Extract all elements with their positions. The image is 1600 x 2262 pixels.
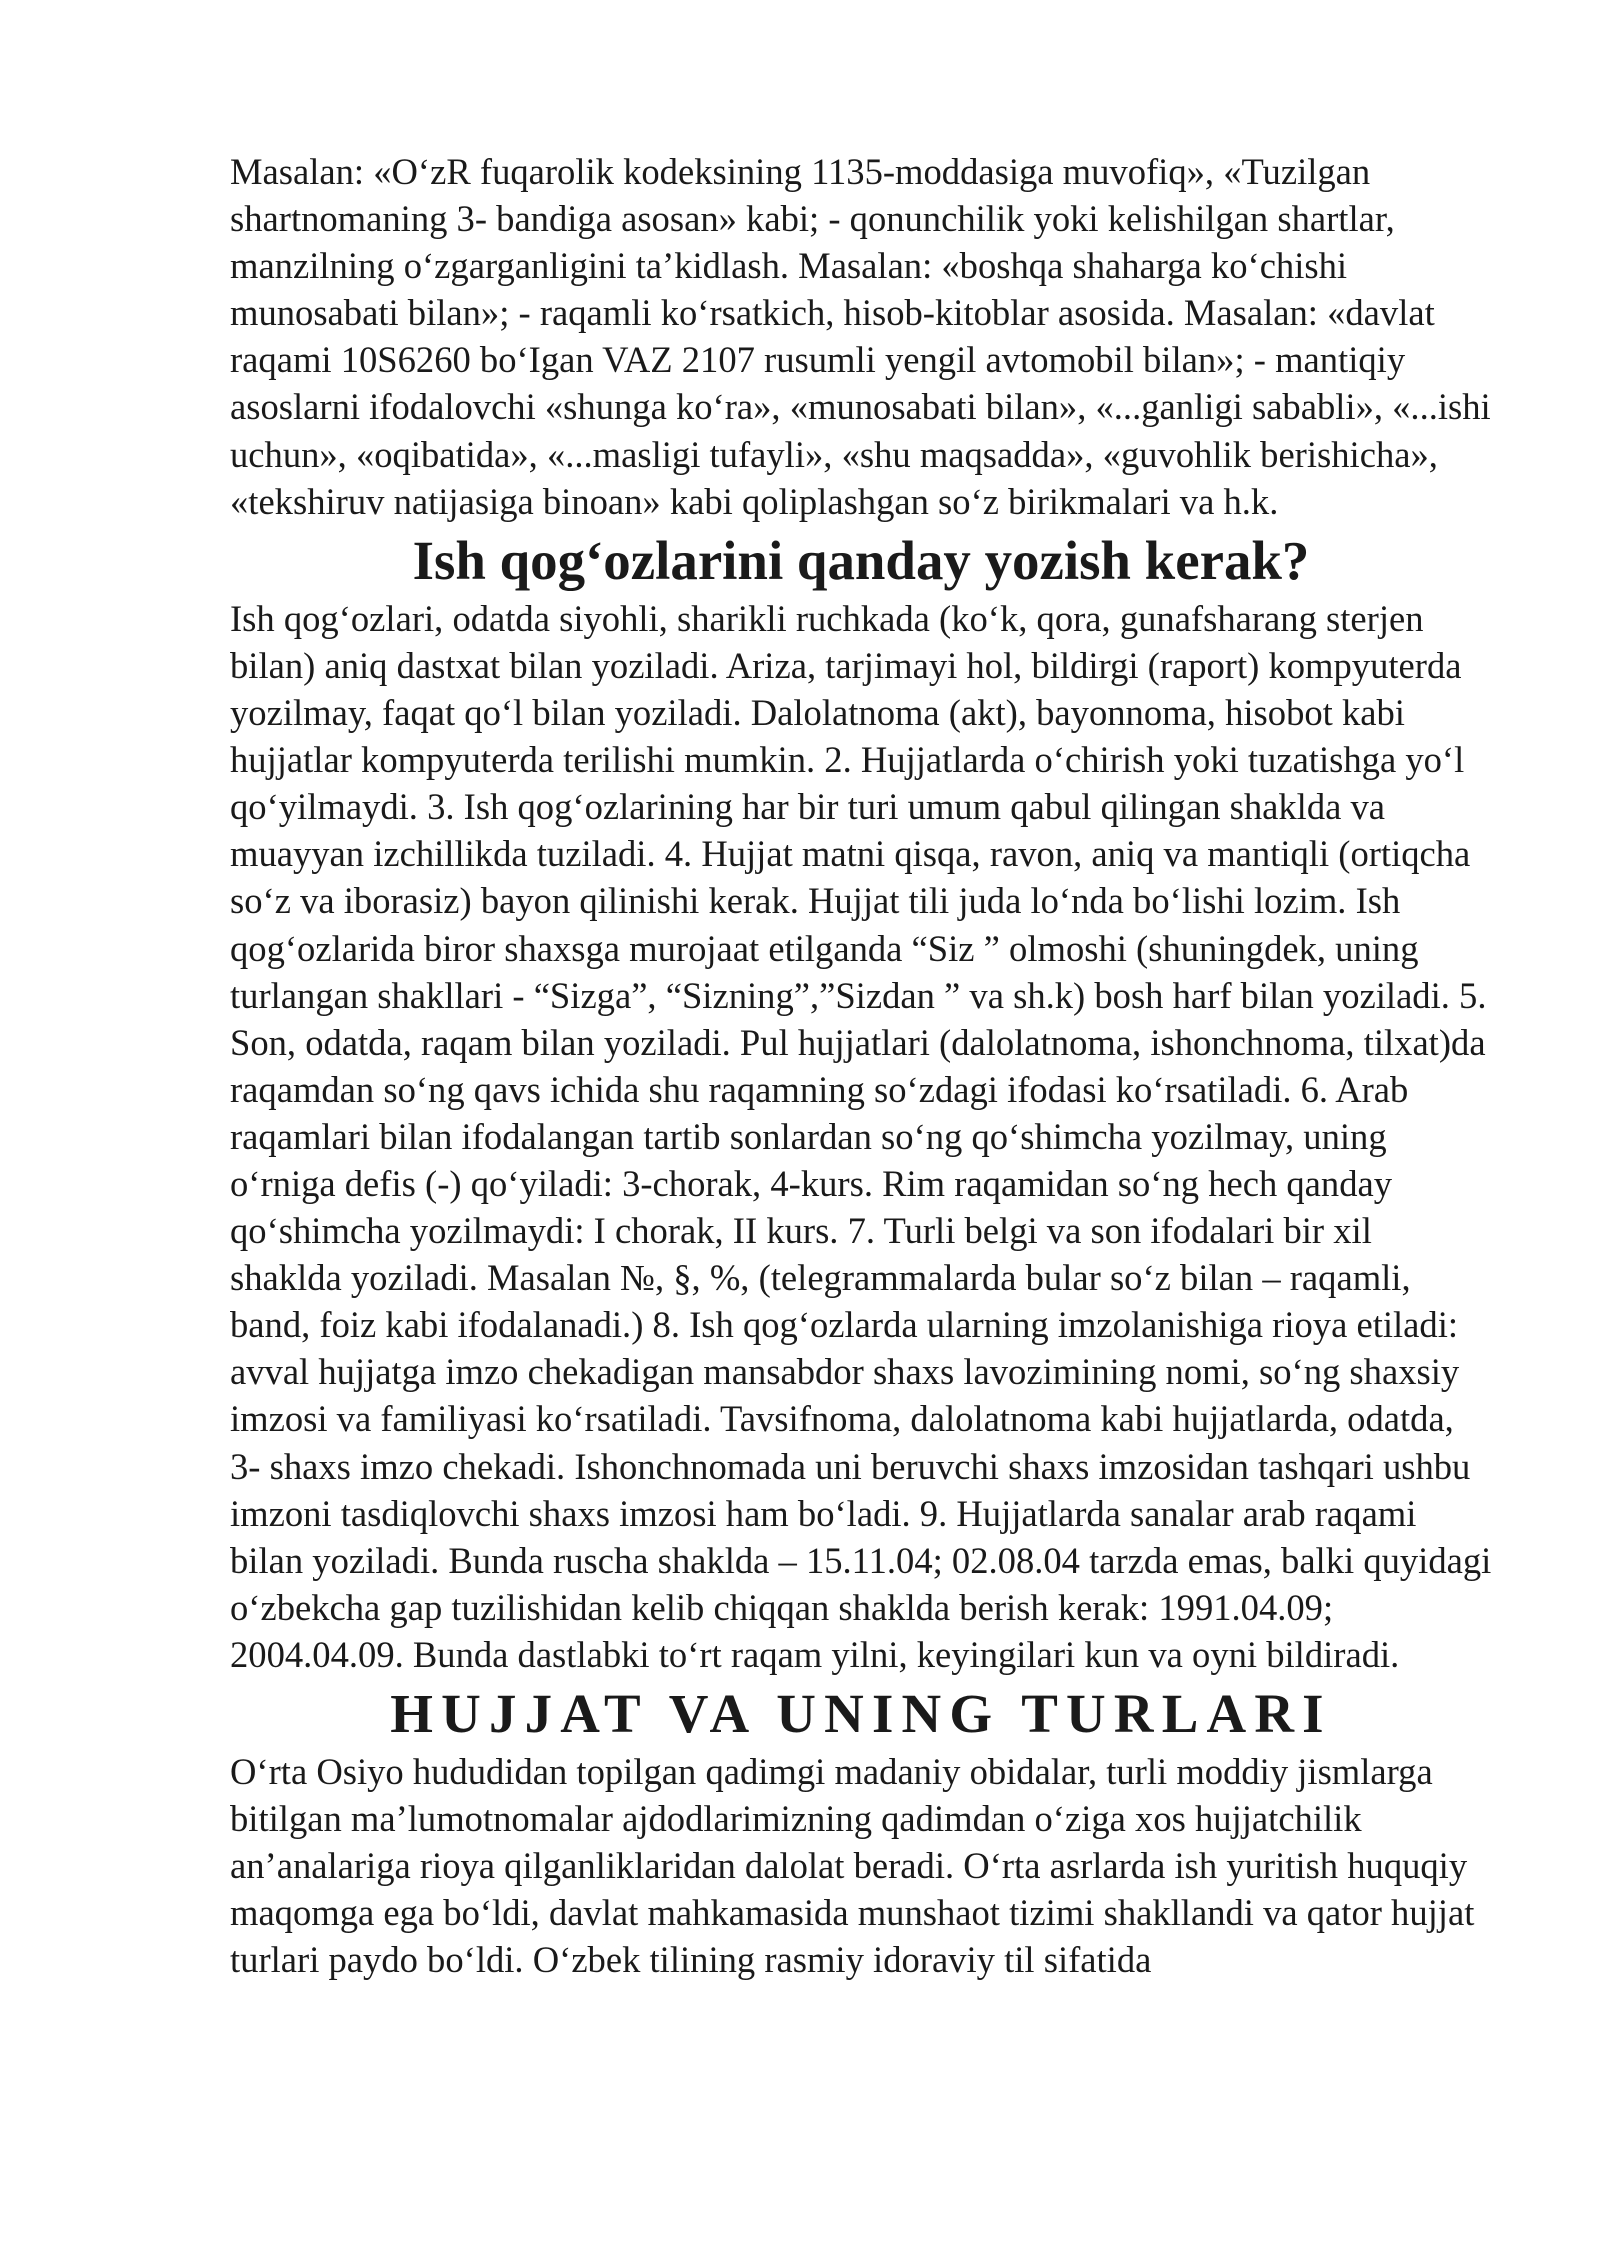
paragraph-writing-rules: Ish qog‘ozlari, odatda siyohli, sharikli ruchkada (ko‘k, qora, gunafsharang sterjen bilan) aniq dastxat bilan yoziladi. Ariza, tarjimayi hol, bildirgi (raport) kompyuterda yozilmay, faqat qo‘l bilan yoziladi. Dalolatnoma (akt), bayonnoma, hisobot kabi hujjatlar kompyuterda terilishi mumkin. 2. Hujjatlarda o‘chirish yoki tuzatishga yo‘l qo‘yilmaydi. 3. Ish qog‘ozlarining har bir turi umum qabul qilingan shaklda va muayyan izchillikda tuziladi. 4. Hujjat matni qisqa, ravon, aniq va mantiqli (ortiqcha so‘z va iborasiz) bayon qilinishi kerak. Hujjat tili juda lo‘nda bo‘lishi lozim. Ish qog‘ozlarida biror shaxsga murojaat etilganda “Siz ” olmoshi (shuningdek, uning turlangan shakllari - “Sizga”, “Sizning”,”Sizdan ” va sh.k) bosh harf bilan yoziladi. 5. Son, odatda, raqam bilan yoziladi. Pul hujjatlari (dalolatnoma, ishonchnoma, tilxat)da raqamdan so‘ng qavs ichida shu raqamning so‘zdagi ifodasi ko‘rsatiladi. 6. Arab raqamlari bilan ifodalangan tartib sonlardan so‘ng qo‘shimcha yozilmay, uning o‘rniga defis (-) qo‘yiladi: 3-chorak, 4-kurs. Rim raqamidan so‘ng hech qanday qo‘shimcha yozilmaydi: I chorak, II kurs. 7. Turli belgi va son ifodalari bir xil shaklda yoziladi. Masalan №, §, %, (telegrammalarda bular so‘z bilan – raqamli, band, foiz kabi ifodalanadi.) 8. Ish qog‘ozlarda ularning imzolanishiga rioya etiladi: avval hujjatga imzo chekadigan mansabdor shaxs lavozimining nomi, so‘ng shaxsiy imzosi va familiyasi ko‘rsatiladi. Tavsifnoma, dalolatnoma kabi hujjatlarda, odatda, 3- shaxs imzo chekadi. Ishonchnomada uni beruvchi shaxs imzosidan tashqari ushbu imzoni tasdiqlovchi shaxs imzosi ham bo‘ladi. 9. Hujjatlarda sanalar arab raqami bilan yoziladi. Bunda ruscha shaklda – 15.11.04; 02.08.04 tarzda emas, balki quyidagi o‘zbekcha gap tuzilishidan kelib chiqqan shaklda berish kerak: 1991.04.09; 2004.04.09. Bunda dastlabki to‘rt raqam yilni, keyingilari kun va oyni bildiradi. bbox=[230, 597, 1492, 1675]
paragraph-intro-examples: Masalan: «O‘zR fuqarolik kodeksining 1135-moddasiga muvofiq», «Tuzilgan shartnomaning 3- bandiga asosan» kabi; - qonunchilik yoki kelishilgan shartlar, manzilning o‘zgarganligini ta’kidlash. Masalan: «boshqa shaharga ko‘chishi munosabati bilan»; - raqamli ko‘rsatkich, hisob-kitoblar asosida. Masalan: «davlat raqami 10S6260 bo‘Igan VAZ 2107 rusumli yengil avtomobil bilan»; - mantiqiy asoslarni ifodalovchi «shunga ko‘ra», «munosabati bilan», «...ganligi sababli», «...ishi uchun», «oqibatida», «...masligi tufayli», «shu maqsadda», «guvohlik berishicha», «tekshiruv natijasiga binoan» kabi qoliplashgan so‘z birikmalari va h.k. bbox=[230, 151, 1491, 522]
heading-how-to-write: Ish qog‘ozlarini qanday yozish kerak? bbox=[412, 529, 1310, 591]
heading-document-types: HUJJAT VA UNING TURLARI bbox=[390, 1683, 1332, 1744]
document-body bbox=[230, 148, 1492, 1984]
paragraph-history: O‘rta Osiyo hududidan topilgan qadimgi madaniy obidalar, turli moddiy jismlarga bitilgan ma’lumotnomalar ajdodlarimizning qadimdan o‘ziga xos hujjatchilik an’analariga rioya qilganliklaridan dalolat beradi. O‘rta asrlarda ish yuritish huquqiy maqomga ega bo‘ldi, davlat mahkamasida munshaot tizimi shakllandi va qator hujjat turlari paydo bo‘ldi. O‘zbek tilining rasmiy idoraviy til sifatida bbox=[230, 1751, 1475, 1981]
